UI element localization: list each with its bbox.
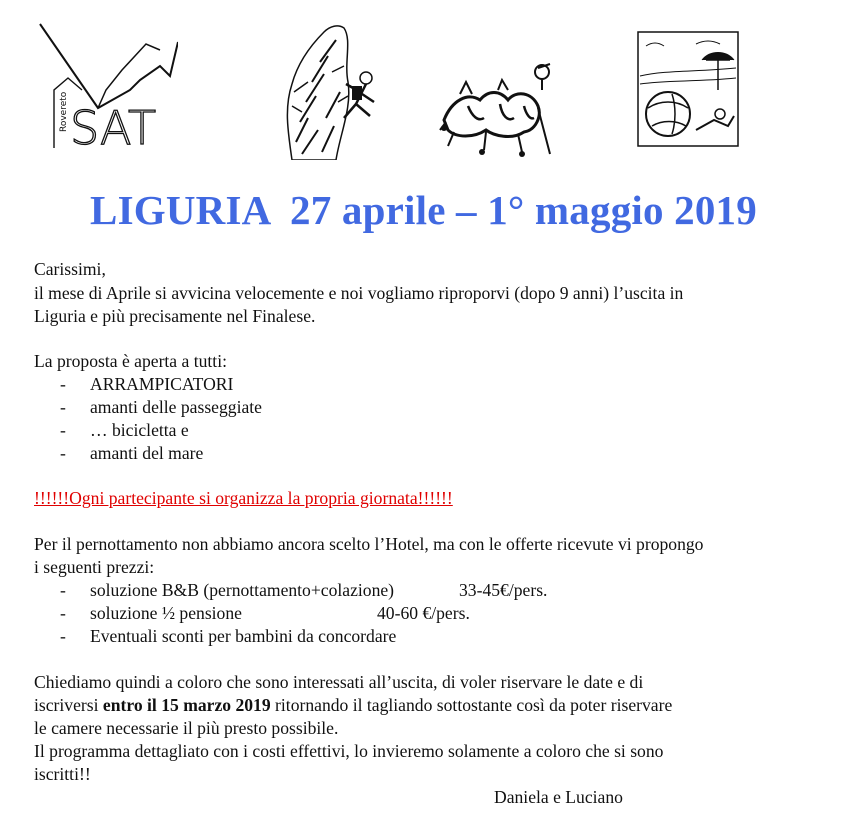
closing-line-4: Il programma dettagliato con i costi effettivi, lo invieremo solamente a coloro che si sono bbox=[34, 741, 664, 761]
hotel-line-2: i seguenti prezzi: bbox=[34, 557, 155, 577]
price-item-label: Eventuali sconti per bambini da concordare bbox=[90, 626, 397, 646]
closing-line-2-pre: iscriversi bbox=[34, 695, 103, 715]
list-item: amanti del mare bbox=[90, 443, 204, 463]
page-title: LIGURIA 27 aprile – 1° maggio 2019 bbox=[90, 187, 757, 233]
list-bullet: - bbox=[60, 374, 66, 394]
price-item-label: soluzione ½ pensione bbox=[90, 603, 242, 623]
closing-line-5: iscritti!! bbox=[34, 764, 91, 784]
beach-illustration bbox=[636, 30, 740, 148]
price-item-value: 40-60 €/pers. bbox=[377, 603, 470, 623]
greeting: Carissimi, bbox=[34, 259, 106, 279]
list-item: amanti delle passeggiate bbox=[90, 397, 262, 417]
price-item-value: 33-45€/pers. bbox=[459, 580, 548, 600]
closing-line-1: Chiediamo quindi a coloro che sono interessati all’uscita, di voler riservare le date e di bbox=[34, 672, 644, 692]
list-bullet: - bbox=[60, 603, 66, 623]
deadline: entro il 15 marzo 2019 bbox=[102, 695, 271, 715]
list-bullet: - bbox=[60, 626, 66, 646]
list-bullet: - bbox=[60, 420, 66, 440]
intro-line-2: Liguria e più precisamente nel Finalese. bbox=[34, 306, 316, 326]
closing-line-2 bbox=[34, 694, 672, 717]
organize-notice: !!!!!!Ogni partecipante si organizza la propria giornata!!!!!! bbox=[34, 488, 453, 508]
list-bullet: - bbox=[60, 397, 66, 417]
hikers-illustration bbox=[438, 60, 560, 158]
sat-logo bbox=[36, 20, 178, 150]
intro-line-1: il mese di Aprile si avvicina velocemente e noi vogliamo riproporvi (dopo 9 anni) l’uscita in bbox=[34, 283, 684, 303]
climber-illustration bbox=[282, 22, 382, 160]
list-item: ARRAMPICATORI bbox=[90, 374, 234, 394]
closing-line-3: le camere necessarie il più presto possibile. bbox=[34, 718, 339, 738]
signature: Daniela e Luciano bbox=[494, 787, 623, 807]
proposal-heading: La proposta è aperta a tutti: bbox=[34, 351, 227, 371]
list-bullet: - bbox=[60, 580, 66, 600]
closing-line-2-post: ritornando il tagliando sottostante così da poter riservare bbox=[270, 695, 673, 715]
sat-logo-text: SAT bbox=[70, 101, 157, 150]
price-item-label: soluzione B&B (pernottamento+colazione) bbox=[90, 580, 395, 600]
hotel-line-1: Per il pernottamento non abbiamo ancora scelto l’Hotel, ma con le offerte ricevute vi propongo bbox=[34, 534, 704, 554]
list-bullet: - bbox=[60, 443, 66, 463]
list-item: … bicicletta e bbox=[90, 420, 189, 440]
sat-logo-subtext: Rovereto bbox=[59, 91, 69, 132]
